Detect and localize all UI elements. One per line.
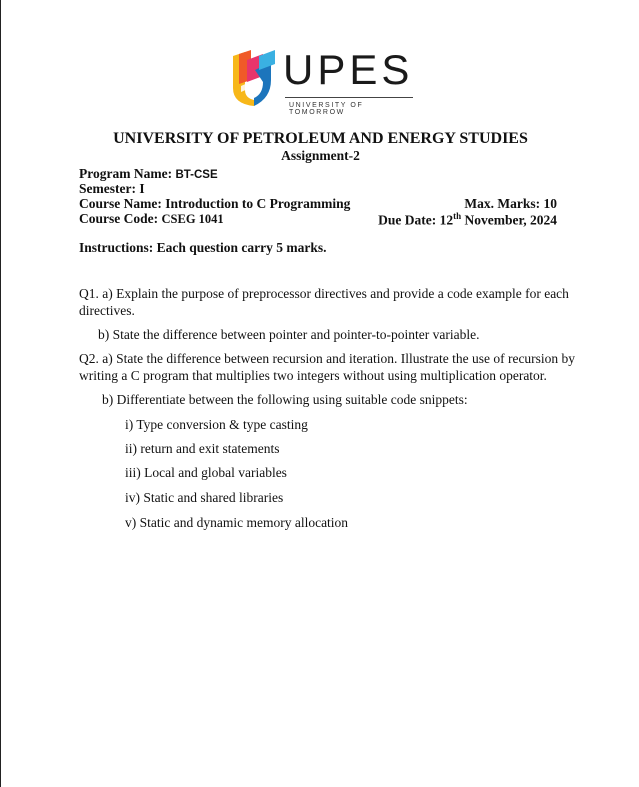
max-marks: Max. Marks: 10 (464, 196, 557, 211)
due-date-sup: th (453, 211, 462, 221)
course-code-label: Course Code: (79, 211, 159, 226)
program-label: Program Name: (79, 166, 173, 181)
upes-logo (229, 46, 419, 120)
semester: Semester: I (79, 181, 145, 196)
list-item: v) Static and dynamic memory allocation (125, 515, 349, 530)
list-item: ii) return and exit statements (125, 441, 280, 456)
due-date (378, 211, 557, 229)
course-name: Course Name: Introduction to C Programming (79, 196, 351, 211)
list-item: iv) Static and shared libraries (125, 490, 284, 505)
logo-tagline: UNIVERSITY OF TOMORROW (289, 102, 364, 116)
list-item: i) Type conversion & type casting (125, 417, 308, 432)
course-code (79, 211, 224, 227)
q2b: b) Differentiate between the following using suitable code snippets: (102, 392, 468, 407)
course-code-value: CSEG 1041 (161, 212, 224, 226)
q1a-line2: directives. (79, 303, 135, 318)
assignment-title: Assignment-2 (281, 148, 360, 163)
q1b: b) State the difference between pointer and pointer-to-pointer variable. (98, 327, 480, 342)
university-title: UNIVERSITY OF PETROLEUM AND ENERGY STUDIES (113, 130, 528, 147)
logo-divider (285, 97, 413, 98)
q2a-line1: Q2. a) State the difference between recursion and iteration. Illustrate the use of recursion by (79, 351, 576, 366)
q1a-line1: Q1. a) Explain the purpose of preprocessor directives and provide a code example for each (79, 286, 569, 301)
due-date-suffix: November, 2024 (461, 212, 557, 228)
program-value: BT-CSE (175, 169, 218, 181)
instructions: Instructions: Each question carry 5 marks. (79, 240, 327, 255)
upes-shield-icon (229, 50, 279, 108)
program-name (79, 166, 218, 182)
due-date-prefix: Due Date: 12 (378, 212, 454, 228)
list-item: iii) Local and global variables (125, 465, 287, 480)
upes-wordmark: UPES (283, 46, 414, 93)
q2a-line2: writing a C program that multiplies two integers without using multiplication operator. (79, 368, 547, 383)
